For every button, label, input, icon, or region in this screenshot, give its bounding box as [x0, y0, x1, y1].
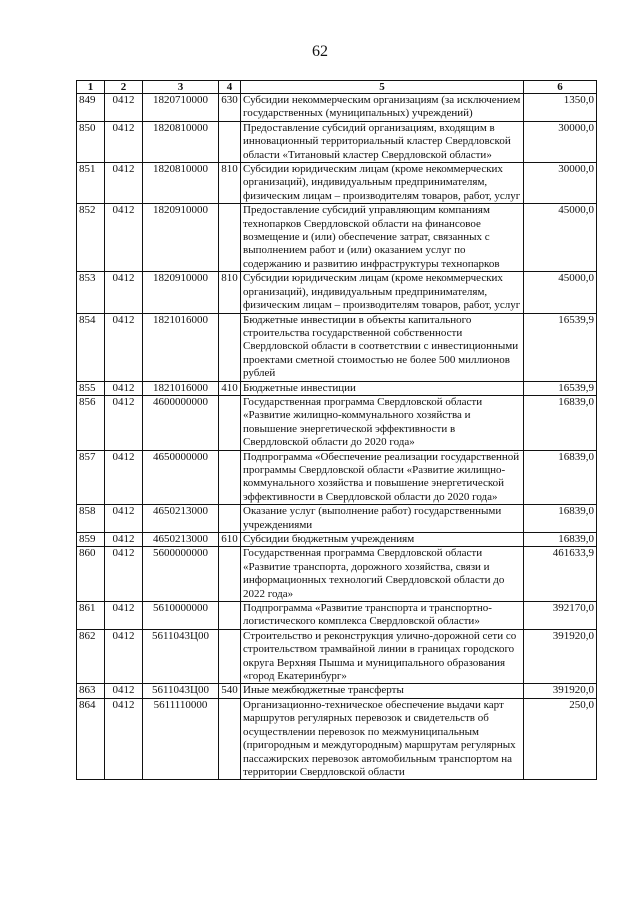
- amount: 45000,0: [524, 272, 597, 313]
- target-article-code: 1820910000: [143, 204, 219, 272]
- table-row: [77, 602, 597, 630]
- section-code: 0412: [105, 381, 143, 395]
- target-article-code: 1821016000: [143, 381, 219, 395]
- section-code: 0412: [105, 450, 143, 505]
- section-code: 0412: [105, 629, 143, 684]
- section-code: 0412: [105, 94, 143, 122]
- expense-type-code: 630: [219, 94, 241, 122]
- amount: 16839,0: [524, 505, 597, 533]
- item-name: Государственная программа Свердловской области «Развитие транспорта, дорожного хозяйства, связи и информационных технологий Свердловской области до 2022 года»: [241, 547, 524, 602]
- row-number: 861: [77, 602, 105, 630]
- expense-type-code: [219, 313, 241, 381]
- target-article-code: 1820710000: [143, 94, 219, 122]
- table-row: [77, 121, 597, 162]
- amount: 30000,0: [524, 121, 597, 162]
- amount: 30000,0: [524, 163, 597, 204]
- column-header: 3: [143, 81, 219, 94]
- table-row: [77, 381, 597, 395]
- target-article-code: 5611043Ц00: [143, 684, 219, 698]
- item-name: Предоставление субсидий управляющим компаниям технопарков Свердловской области на финансовое возмещение и (или) обеспечение затрат, связанных с выполнением работ и (или) оказанием услуг по содержанию и развитию инфраструктуры технопарков: [241, 204, 524, 272]
- table-row: [77, 395, 597, 450]
- row-number: 856: [77, 395, 105, 450]
- expense-type-code: [219, 505, 241, 533]
- section-code: 0412: [105, 505, 143, 533]
- amount: 391920,0: [524, 684, 597, 698]
- amount: 16539,9: [524, 313, 597, 381]
- target-article-code: 5611110000: [143, 698, 219, 779]
- expense-type-code: 410: [219, 381, 241, 395]
- target-article-code: 1821016000: [143, 313, 219, 381]
- budget-table: [76, 80, 597, 780]
- item-name: Субсидии юридическим лицам (кроме некоммерческих организаций), индивидуальным предпринимателям, физическим лицам – производителям товаров, работ, услуг: [241, 163, 524, 204]
- table-row: [77, 94, 597, 122]
- table-row: [77, 272, 597, 313]
- row-number: 851: [77, 163, 105, 204]
- amount: 16839,0: [524, 533, 597, 547]
- amount: 45000,0: [524, 204, 597, 272]
- amount: 1350,0: [524, 94, 597, 122]
- section-code: 0412: [105, 272, 143, 313]
- expense-type-code: 810: [219, 163, 241, 204]
- target-article-code: 4650000000: [143, 450, 219, 505]
- amount: 16839,0: [524, 395, 597, 450]
- item-name: Подпрограмма «Развитие транспорта и транспортно-логистического комплекса Свердловской области»: [241, 602, 524, 630]
- item-name: Предоставление субсидий организациям, входящим в инновационный территориальный кластер Свердловской области «Титановый кластер Свердловской области»: [241, 121, 524, 162]
- expense-type-code: [219, 547, 241, 602]
- section-code: 0412: [105, 684, 143, 698]
- amount: 391920,0: [524, 629, 597, 684]
- column-header: 4: [219, 81, 241, 94]
- row-number: 850: [77, 121, 105, 162]
- row-number: 860: [77, 547, 105, 602]
- item-name: Иные межбюджетные трансферты: [241, 684, 524, 698]
- section-code: 0412: [105, 602, 143, 630]
- table-row: [77, 547, 597, 602]
- expense-type-code: [219, 698, 241, 779]
- section-code: 0412: [105, 547, 143, 602]
- table-row: [77, 313, 597, 381]
- expense-type-code: 810: [219, 272, 241, 313]
- row-number: 857: [77, 450, 105, 505]
- section-code: 0412: [105, 698, 143, 779]
- row-number: 859: [77, 533, 105, 547]
- item-name: Оказание услуг (выполнение работ) государственными учреждениями: [241, 505, 524, 533]
- section-code: 0412: [105, 533, 143, 547]
- item-name: Бюджетные инвестиции в объекты капитального строительства государственной собственности Свердловской области в соответствии с инвестиционными проектами сметной стоимостью не более 500 миллионов рублей: [241, 313, 524, 381]
- expense-type-code: [219, 395, 241, 450]
- table-row: [77, 533, 597, 547]
- row-number: 858: [77, 505, 105, 533]
- row-number: 852: [77, 204, 105, 272]
- table-row: [77, 629, 597, 684]
- item-name: Государственная программа Свердловской области «Развитие жилищно-коммунального хозяйства и повышение энергетической эффективности в Свердловской области до 2020 года»: [241, 395, 524, 450]
- item-name: Субсидии некоммерческим организациям (за исключением государственных (муниципальных) учреждений): [241, 94, 524, 122]
- amount: 392170,0: [524, 602, 597, 630]
- amount: 250,0: [524, 698, 597, 779]
- item-name: Субсидии бюджетным учреждениям: [241, 533, 524, 547]
- section-code: 0412: [105, 204, 143, 272]
- target-article-code: 4600000000: [143, 395, 219, 450]
- expense-type-code: 540: [219, 684, 241, 698]
- row-number: 864: [77, 698, 105, 779]
- section-code: 0412: [105, 313, 143, 381]
- target-article-code: 4650213000: [143, 505, 219, 533]
- amount: 16539,9: [524, 381, 597, 395]
- row-number: 853: [77, 272, 105, 313]
- expense-type-code: [219, 450, 241, 505]
- target-article-code: 5600000000: [143, 547, 219, 602]
- table-row: [77, 450, 597, 505]
- target-article-code: 4650213000: [143, 533, 219, 547]
- row-number: 849: [77, 94, 105, 122]
- column-header: 6: [524, 81, 597, 94]
- table-row: [77, 684, 597, 698]
- row-number: 863: [77, 684, 105, 698]
- expense-type-code: [219, 602, 241, 630]
- target-article-code: 5611043Ц00: [143, 629, 219, 684]
- section-code: 0412: [105, 395, 143, 450]
- expense-type-code: 610: [219, 533, 241, 547]
- target-article-code: 1820810000: [143, 121, 219, 162]
- target-article-code: 5610000000: [143, 602, 219, 630]
- row-number: 855: [77, 381, 105, 395]
- expense-type-code: [219, 121, 241, 162]
- column-header: 5: [241, 81, 524, 94]
- table-row: [77, 698, 597, 779]
- page-number: 62: [312, 43, 328, 60]
- column-header: 1: [77, 81, 105, 94]
- item-name: Бюджетные инвестиции: [241, 381, 524, 395]
- item-name: Организационно-техническое обеспечение выдачи карт маршрутов регулярных перевозок и свидетельств об осуществлении перевозок по межмуниципальным (пригородным и междугородным) маршрутам регулярных пассажирских перевозок автомобильным транспортом на территории Свердловской области: [241, 698, 524, 779]
- table-row: [77, 505, 597, 533]
- expense-type-code: [219, 204, 241, 272]
- row-number: 862: [77, 629, 105, 684]
- section-code: 0412: [105, 163, 143, 204]
- item-name: Подпрограмма «Обеспечение реализации государственной программы Свердловской области «Развитие жилищно-коммунального хозяйства и повышение энергетической эффективности в Свердловской области до 2020 года»: [241, 450, 524, 505]
- item-name: Субсидии юридическим лицам (кроме некоммерческих организаций), индивидуальным предпринимателям, физическим лицам – производителям товаров, работ, услуг: [241, 272, 524, 313]
- row-number: 854: [77, 313, 105, 381]
- table-header-row: [77, 81, 597, 94]
- target-article-code: 1820910000: [143, 272, 219, 313]
- column-header: 2: [105, 81, 143, 94]
- target-article-code: 1820810000: [143, 163, 219, 204]
- table-row: [77, 163, 597, 204]
- amount: 16839,0: [524, 450, 597, 505]
- table-row: [77, 204, 597, 272]
- item-name: Строительство и реконструкция улично-дорожной сети со строительством трамвайной линии в границах городского округа Верхняя Пышма и муниципального образования «город Екатеринбург»: [241, 629, 524, 684]
- expense-type-code: [219, 629, 241, 684]
- amount: 461633,9: [524, 547, 597, 602]
- section-code: 0412: [105, 121, 143, 162]
